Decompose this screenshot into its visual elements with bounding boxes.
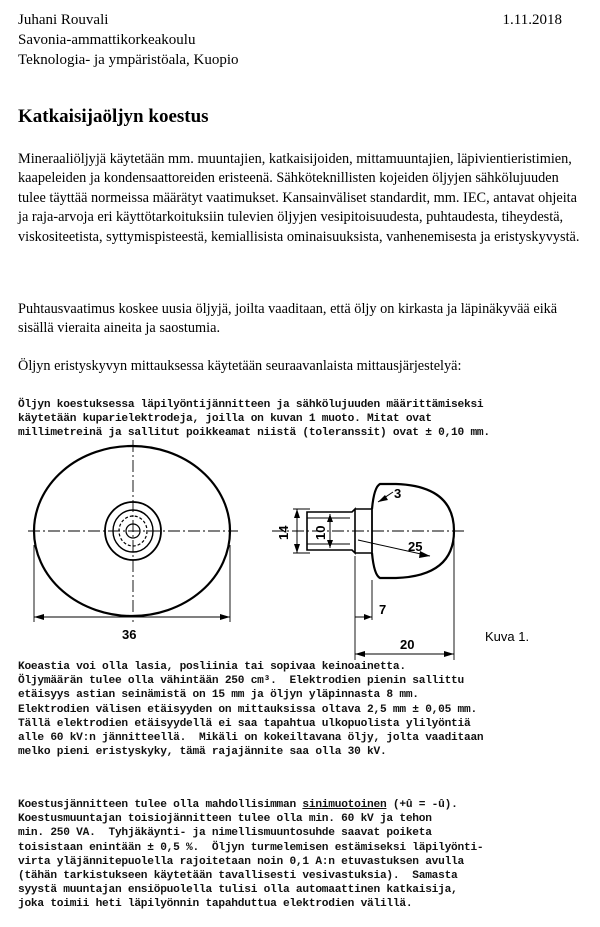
dim-neck-label: 7: [379, 602, 387, 617]
voltage-text-rest: Koestusmuuntajan toisiojännitteen tulee olla min. 60 kV ja tehon min. 250 VA. Tyhjäkäynti- ja nimellismuuntosuhde saavat poiketa toisistaan enintään ± 0,5 %. Öljyn turmelemisen estämiseksi läpilyönti- virta yläjännitepuolella rajoitetaan noin 0,1 A:n etuvastuksen avulla (tähän tarkistukseen käytetään tavallisesti vesivastuksia). Samasta syystä muuntajan ensiöpuolella tulisi olla automaattinen katkaisija, joka toimii heti läpilyönnin tapahduttua elektrodien välillä.: [18, 813, 484, 911]
dim-edge-label: 3: [394, 486, 402, 501]
dim-length-label: 20: [400, 637, 415, 652]
electrode-side-view: [272, 484, 465, 660]
dim-diameter-label: 36: [122, 627, 137, 642]
dim-radius-label: 25: [408, 539, 423, 554]
intro-paragraph: Mineraaliöljyjä käytetään mm. muuntajien, katkaisijoiden, mittamuuntajien, läpivientieristimien, kaapeleiden ja kondensaattoreiden eristeenä. Sähköteknillisten kojeiden öljyjen sähkölujuuden tulee täyttää normeissa määrätyt vaatimukset. Kansainväliset standardit, mm. IEC, antavat ohjeita ja raja-arvoja eri käyttötarkoituksiin tulevien öljyjen vesipitoisuudesta, puhtaudesta, tiheydestä, viskositeetista, syttymispisteestä, kemiallisista ominaisuuksista, vanhenemisesta ja eristyskyvystä.: [18, 151, 580, 245]
purity-paragraph: Puhtausvaatimus koskee uusia öljyjä, joilta vaaditaan, että öljy on kirkasta ja läpinäkyvää eikä sisällä vieraita aineita ja saostumia.: [18, 301, 558, 337]
sinusoidal-term: sinimuotoinen: [302, 799, 387, 811]
voltage-line-start: Koestusjännitteen tulee olla mahdollisimman: [18, 799, 303, 811]
figure-caption: Kuva 1.: [485, 629, 530, 644]
author-name: Juhani Rouvali: [18, 12, 109, 28]
document-date: 1.11.2018: [502, 12, 562, 28]
electrode-front-view: [28, 440, 238, 622]
school-name: Savonia-ammattikorkeakoulu: [18, 32, 196, 48]
dim-inner-label: 10: [313, 525, 328, 540]
scanned-text-electrodes: Öljyn koestuksessa läpilyöntijännitteen ja sähkölujuuden määrittämiseksi käytetään kuparielektrodeja, joilla on kuvan 1 muoto. Mitat ovat millimetreinä ja sallitut poikkeamat niistä (toleranssit) ovat ± 0,10 mm.: [18, 399, 490, 440]
measurement-paragraph: Öljyn eristyskyvyn mittauksessa käytetään seuraavanlaista mittausjärjestelyä:: [18, 358, 462, 374]
dim-height-label: 14: [276, 525, 291, 540]
scanned-text-vessel: Koeastia voi olla lasia, posliinia tai sopivaa keinoainetta. Öljymäärän tulee olla vähintään 250 cm³. Elektrodien pienin sallittu etäisyys astian seinämistä on 15 mm ja öljyn yläpinnasta 8 mm. Elektrodien välisen etäisyyden on mittauksissa oltava 2,5 mm ± 0,05 mm. Tällä elektrodien etäisyydellä ei saa tapahtua ulkopuolista ylilyöntiä alle 60 kV:n jännitteellä. Mikäli on kokeiltavana öljy, jolta vaaditaan melko pieni eristyskyky, tämä rajajännite saa olla 30 kV.: [18, 661, 484, 759]
voltage-line-end: (+û = -û).: [386, 799, 458, 811]
department-name: Teknologia- ja ympäristöala, Kuopio: [18, 52, 239, 68]
page-title: Katkaisijaöljyn koestus: [18, 106, 209, 127]
scanned-text-voltage: [18, 798, 588, 912]
